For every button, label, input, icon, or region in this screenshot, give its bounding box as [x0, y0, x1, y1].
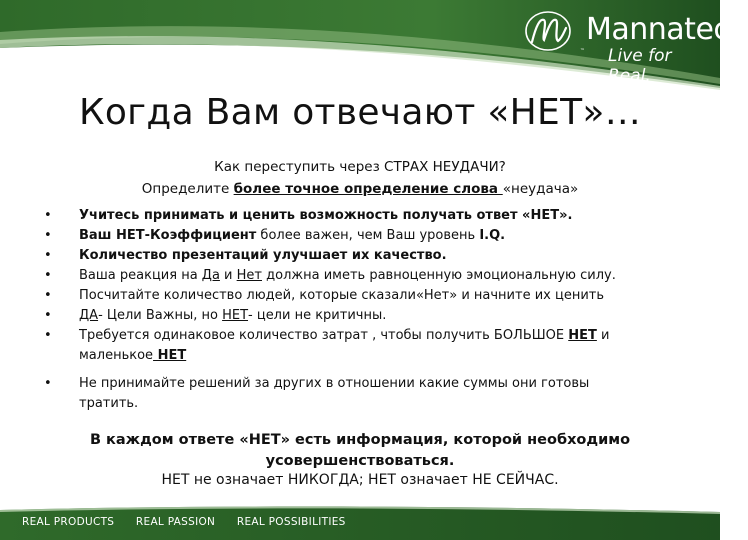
bullet-text: тратить.	[79, 396, 139, 411]
footer-slogan: REAL PRODUCTS	[22, 516, 115, 528]
bullet-text: маленькое	[79, 348, 154, 363]
bullet-dot: •	[44, 328, 52, 343]
footer-slogan: REAL POSSIBILITIES	[236, 516, 346, 528]
bullet-text: Учитесь принимать и ценить возможность получать ответ «НЕТ».	[79, 208, 573, 223]
bullet-underlined-word: Да	[201, 268, 220, 283]
bullet-text: Количество презентаций улучшает их качество.	[79, 248, 447, 263]
bullet-item	[44, 306, 694, 326]
bullet-text: Не принимайте решений за других в отношении какие суммы они готовы	[79, 376, 590, 391]
subtitle-line-1: Как переступить через СТРАХ НЕУДАЧИ?	[214, 159, 506, 175]
emphasis-statement: В каждом ответе «НЕТ» есть информация, которой необходимо усовершенствоваться.	[89, 432, 631, 469]
bullet-dot: •	[44, 376, 52, 391]
bullet-item	[44, 286, 694, 306]
subtitle-line-2	[0, 178, 720, 200]
bullet-text: Требуется одинаковое количество затрат , чтобы получить БОЛЬШОЕ	[79, 328, 569, 343]
closing-statement: НЕТ не означает НИКОГДА; НЕТ означает НЕ СЕЙЧАС.	[161, 472, 559, 488]
bullet-item	[44, 226, 694, 246]
bullet-item	[44, 246, 694, 266]
bullet-text: более важен, чем Ваш уровень	[256, 228, 480, 243]
footer-slogan: REAL PASSION	[135, 516, 216, 528]
footer-banner	[0, 504, 720, 540]
bullet-text: Ваша реакция на	[79, 268, 202, 283]
trademark-symbol: ™	[580, 48, 585, 54]
bullet-text: - цели не критичны.	[248, 308, 387, 323]
subtitle-suffix: «неудача»	[502, 181, 579, 197]
bullet-underlined-word: НЕТ	[568, 328, 597, 343]
bullet-item	[44, 206, 694, 226]
bullet-dot: •	[44, 288, 52, 303]
footer-slogans	[22, 516, 364, 528]
bullet-item	[44, 374, 694, 414]
bullet-text: - Цели Важны, но	[98, 308, 223, 323]
subtitle-underlined-phrase: более точное определение слова	[233, 181, 503, 197]
bullet-dot: •	[44, 308, 52, 323]
bullet-text: Посчитайте количество людей, которые сказали«Нет» и начните их ценить	[79, 288, 605, 303]
bullet-item	[44, 326, 694, 366]
bullet-underlined-word: Нет	[236, 268, 262, 283]
header-banner	[0, 0, 748, 92]
bullet-dot: •	[44, 268, 52, 283]
bullet-underlined-word: НЕТ	[153, 348, 187, 363]
bullet-bold-text: Ваш НЕТ-Коэффициент	[79, 228, 257, 243]
bullet-item	[44, 266, 694, 286]
bullet-dot: •	[44, 248, 52, 263]
brand-name: Mannatech	[586, 12, 748, 47]
mannatech-m-logo-icon	[522, 8, 574, 54]
mannatech-logo	[522, 8, 748, 86]
bullet-dot: •	[44, 228, 52, 243]
bullet-text: и	[596, 328, 610, 343]
bullet-list	[44, 206, 694, 414]
bullet-underlined-word: НЕТ	[222, 308, 249, 323]
subtitle-prefix: Определите	[141, 181, 234, 197]
brand-tagline: Live for Real.	[608, 46, 672, 86]
bullet-underlined-word: ДА	[79, 308, 99, 323]
bullet-bold-text: I.Q.	[479, 228, 506, 243]
bullet-text: должна иметь равноценную эмоциональную силу.	[262, 268, 616, 283]
slide-subtitle	[0, 156, 720, 200]
bullet-text: и	[219, 268, 237, 283]
slide-title: Когда Вам отвечают «НЕТ»…	[78, 92, 642, 133]
bullet-dot: •	[44, 208, 52, 223]
